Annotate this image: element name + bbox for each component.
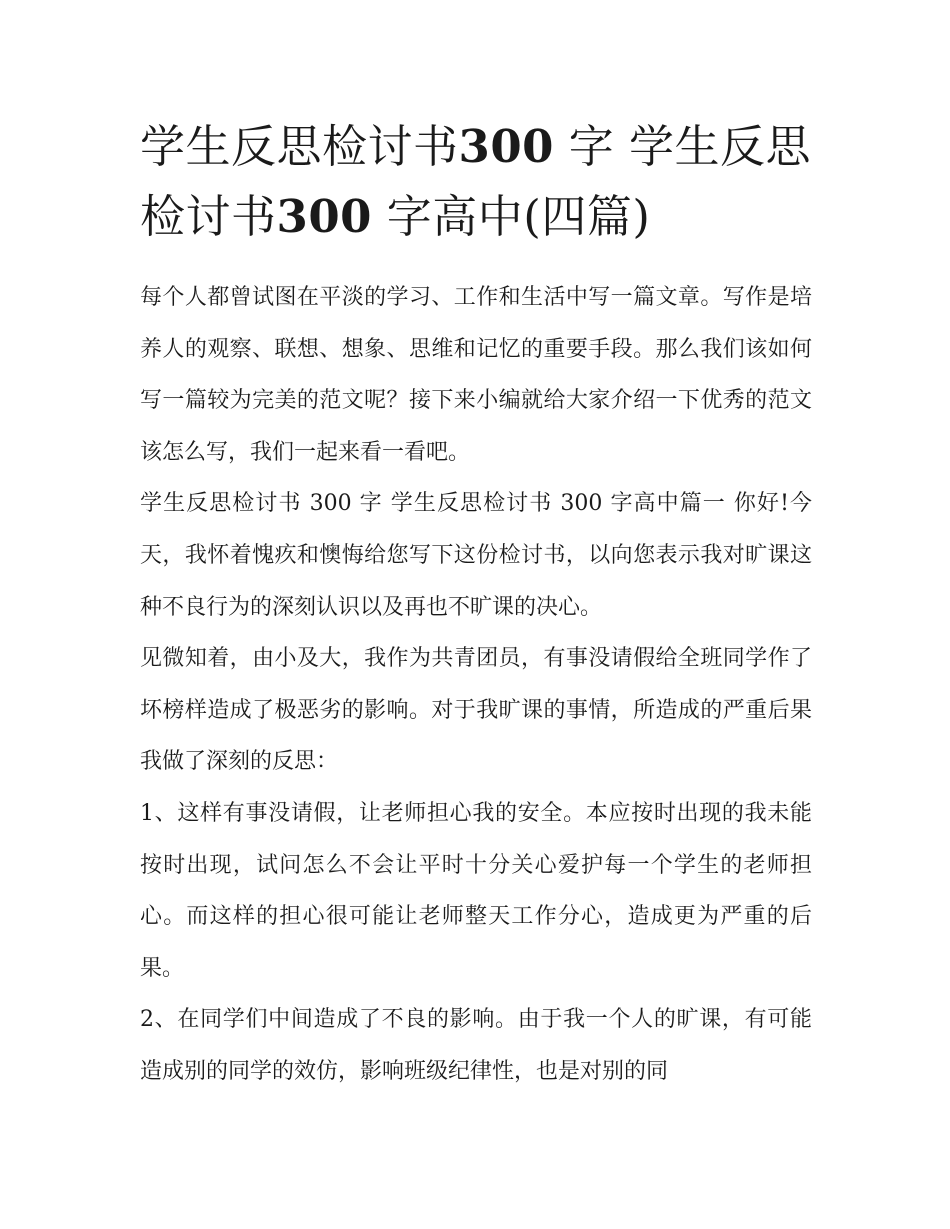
paragraph-greeting: 学生反思检讨书 300 字 学生反思检讨书 300 字高中篇一 你好!今天，我怀着愧疚和懊悔给您写下这份检讨书，以向您表示我对旷课这种不良行为的深刻认识以及再也不旷课的决心。 [140,491,812,620]
document-title [140,112,812,252]
title-part: 字 学生反思检讨书 [140,120,812,243]
paragraph-reflection: 见微知着，由小及大，我作为共青团员，有事没请假给全班同学作了坏榜样造成了极恶劣的影响。对于我旷课的事情，所造成的严重后果我做了深刻的反思： [140,646,812,775]
document-content [140,112,812,1098]
title-part: 学生反思检讨书 [140,120,459,173]
title-part: 300 [458,120,554,173]
paragraph-point-1: 1、这样有事没请假，让老师担心我的安全。本应按时出现的我未能按时出现，试问怎么不会让平时十分关心爱护每一个学生的老师担心。而这样的担心很可能让老师整天工作分心，造成更为严重的后果。 [140,800,812,981]
paragraph-intro: 每个人都曾试图在平淡的学习、工作和生活中写一篇文章。写作是培养人的观察、联想、想象、思维和记忆的重要手段。那么我们该如何写一篇较为完美的范文呢？接下来小编就给大家介绍一下优秀的范文该怎么写，我们一起来看一看吧。 [140,285,812,465]
title-part: 300 [276,190,372,243]
paragraph-point-2: 2、在同学们中间造成了不良的影响。由于我一个人的旷课，有可能造成别的同学的效仿，影响班级纪律性，也是对别的同 [140,1007,812,1084]
title-part: 字高中(四篇) [371,190,651,243]
document-body [140,272,812,1098]
